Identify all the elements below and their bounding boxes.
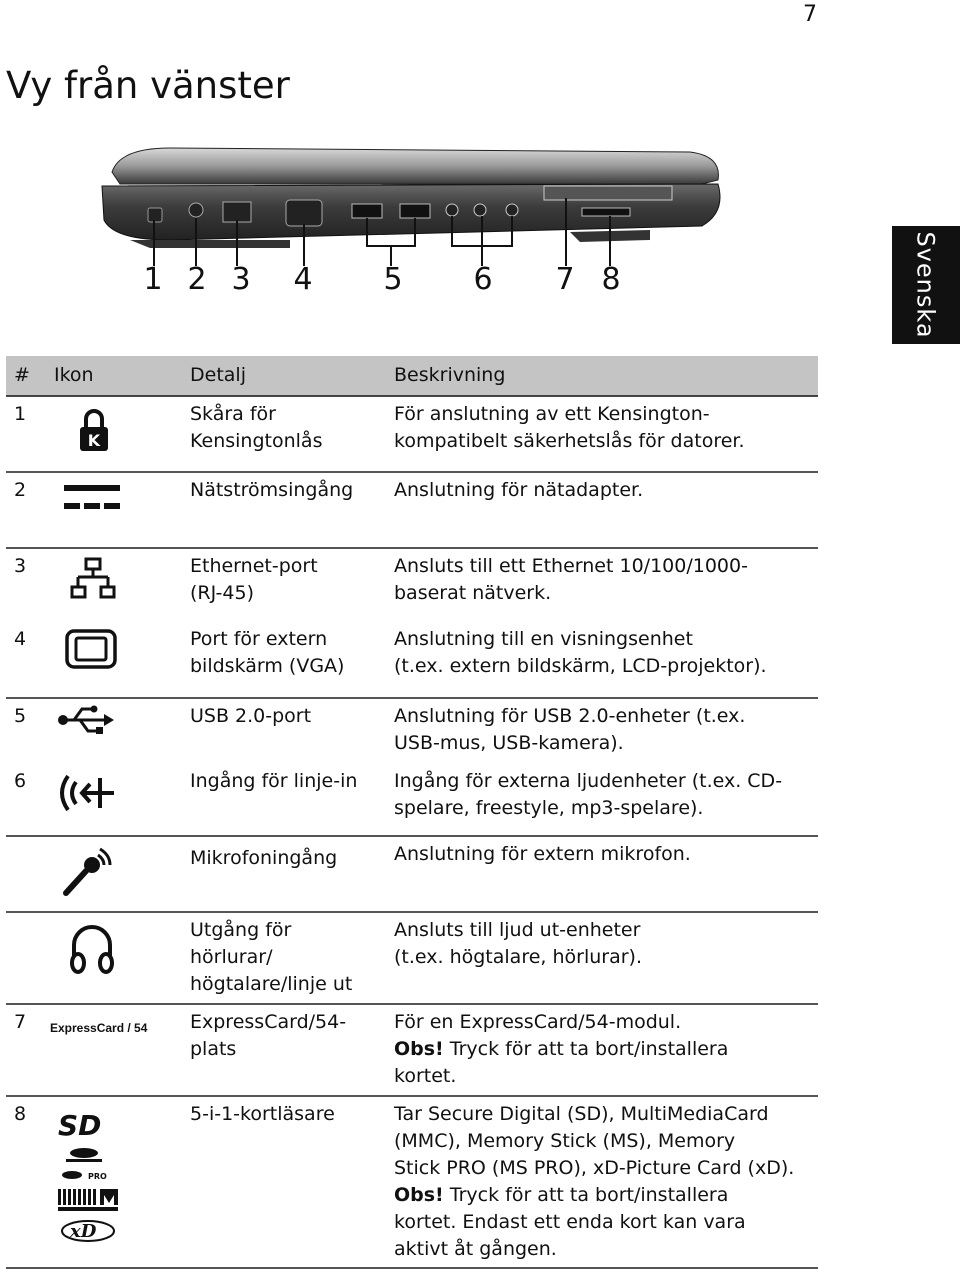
description-line: Anslutning för USB 2.0-enheter (t.ex. <box>394 705 746 727</box>
description-line: Anslutning för nätadapter. <box>394 479 644 501</box>
detail-line: plats <box>190 1038 237 1060</box>
kensington-lock-icon <box>74 407 114 455</box>
note-line: kortet. Endast ett enda kort kan vara <box>394 1211 746 1233</box>
detail-line: hörlurar/ <box>190 946 273 968</box>
callout-number: 4 <box>293 262 313 297</box>
callout-number: 3 <box>231 262 251 297</box>
description-line: kompatibelt säkerhetslås för datorer. <box>394 430 745 452</box>
description-line: (t.ex. högtalare, hörlurar). <box>394 946 643 968</box>
description-line: (MMC), Memory Stick (MS), Memory <box>394 1130 736 1152</box>
detail-line: Ethernet-port <box>190 555 318 577</box>
description-line: För anslutning av ett Kensington- <box>394 403 710 425</box>
table-row <box>6 912 818 1004</box>
description-line: Anslutning till en visningsenhet <box>394 628 693 650</box>
line-in-icon <box>54 770 118 816</box>
page-title: Vy från vänster <box>6 64 290 107</box>
note-line <box>394 1036 810 1063</box>
svg-text:K: K <box>87 431 101 450</box>
description-line: (t.ex. extern bildskärm, LCD-projektor). <box>394 655 767 677</box>
callout-number: 5 <box>383 262 403 297</box>
description-line: baserat nätverk. <box>394 582 552 604</box>
detail-line: Mikrofoningång <box>190 847 338 869</box>
table-row <box>6 836 818 912</box>
table-row <box>6 548 818 622</box>
detail-line: bildskärm (VGA) <box>190 655 345 677</box>
table-row <box>6 764 818 836</box>
detail-line: (RJ-45) <box>190 582 254 604</box>
callout-number: 8 <box>601 262 621 297</box>
detail-line: Kensingtonlås <box>190 430 323 452</box>
row-num: 2 <box>6 472 46 548</box>
callout-number: 6 <box>473 262 493 297</box>
header-detail: Detalj <box>182 356 386 396</box>
detail-line: 5-i-1-kortläsare <box>190 1103 335 1125</box>
row-num: 3 <box>14 555 27 577</box>
callout-number: 1 <box>143 262 163 297</box>
note-line <box>394 1182 810 1209</box>
table-row <box>6 1004 818 1096</box>
description-line: För en ExpressCard/54-modul. <box>394 1011 682 1033</box>
microphone-icon <box>60 845 116 897</box>
note-label: Obs! <box>394 1038 444 1060</box>
header-num: # <box>6 356 46 396</box>
card-reader-icon <box>56 1105 122 1245</box>
description-line: Ansluts till ljud ut-enheter <box>394 919 641 941</box>
callout-number: 7 <box>555 262 575 297</box>
note-text: Tryck för att ta bort/installera <box>449 1184 729 1206</box>
note-line: kortet. <box>394 1065 457 1087</box>
description-line: USB-mus, USB-kamera). <box>394 732 624 754</box>
svg-text:SD: SD <box>58 1109 102 1142</box>
detail-line: ExpressCard/54- <box>190 1011 347 1033</box>
note-label: Obs! <box>394 1184 444 1206</box>
detail-line: Nätströmsingång <box>190 479 354 501</box>
row-num: 6 <box>6 764 46 836</box>
table-row <box>6 472 818 548</box>
row-num <box>6 912 46 1004</box>
row-num: 8 <box>6 1096 46 1268</box>
description-line: Tar Secure Digital (SD), MultiMediaCard <box>394 1103 769 1125</box>
detail-line: Port för extern <box>190 628 328 650</box>
description-line: Stick PRO (MS PRO), xD-Picture Card (xD). <box>394 1157 795 1179</box>
ethernet-icon <box>70 557 116 601</box>
note-text: Tryck för att ta bort/installera <box>449 1038 729 1060</box>
row-num: 1 <box>6 396 46 472</box>
row-num: 7 <box>6 1004 46 1096</box>
detail-line: USB 2.0-port <box>190 705 312 727</box>
language-tab-label: Svenska <box>912 231 941 339</box>
headphones-icon <box>68 921 116 975</box>
table-row <box>6 698 818 764</box>
description-line: Ingång för externa ljudenheter (t.ex. CD- <box>394 770 783 792</box>
header-icon: Ikon <box>46 356 182 396</box>
description-line: spelare, freestyle, mp3-spelare). <box>394 797 704 819</box>
svg-text:xD: xD <box>70 1221 97 1242</box>
vga-icon <box>64 628 118 670</box>
port-table <box>6 356 818 1269</box>
usb-icon <box>56 703 116 737</box>
language-tab <box>892 226 960 344</box>
description-line: Anslutning för extern mikrofon. <box>394 843 691 865</box>
description-line: Ansluts till ett Ethernet 10/100/1000- <box>394 555 748 577</box>
table-header-row <box>6 356 818 396</box>
svg-text:PRO: PRO <box>88 1172 107 1181</box>
header-description: Beskrivning <box>386 356 818 396</box>
row-num <box>6 836 46 912</box>
detail-line: Utgång för <box>190 919 292 941</box>
detail-line: Skåra för <box>190 403 276 425</box>
note-line: aktivt åt gången. <box>394 1238 557 1260</box>
detail-line: högtalare/linje ut <box>190 973 353 995</box>
row-num: 5 <box>14 705 27 727</box>
table-row <box>6 622 818 698</box>
row-num: 4 <box>6 622 46 698</box>
page-number: 7 <box>803 2 817 27</box>
table-row <box>6 1096 818 1268</box>
figure-callouts <box>0 262 700 302</box>
callout-number: 2 <box>187 262 207 297</box>
dc-power-icon <box>62 481 122 517</box>
table-row <box>6 396 818 472</box>
detail-line: Ingång för linje-in <box>190 770 358 792</box>
expresscard-icon: ExpressCard / 54 <box>50 1021 148 1035</box>
